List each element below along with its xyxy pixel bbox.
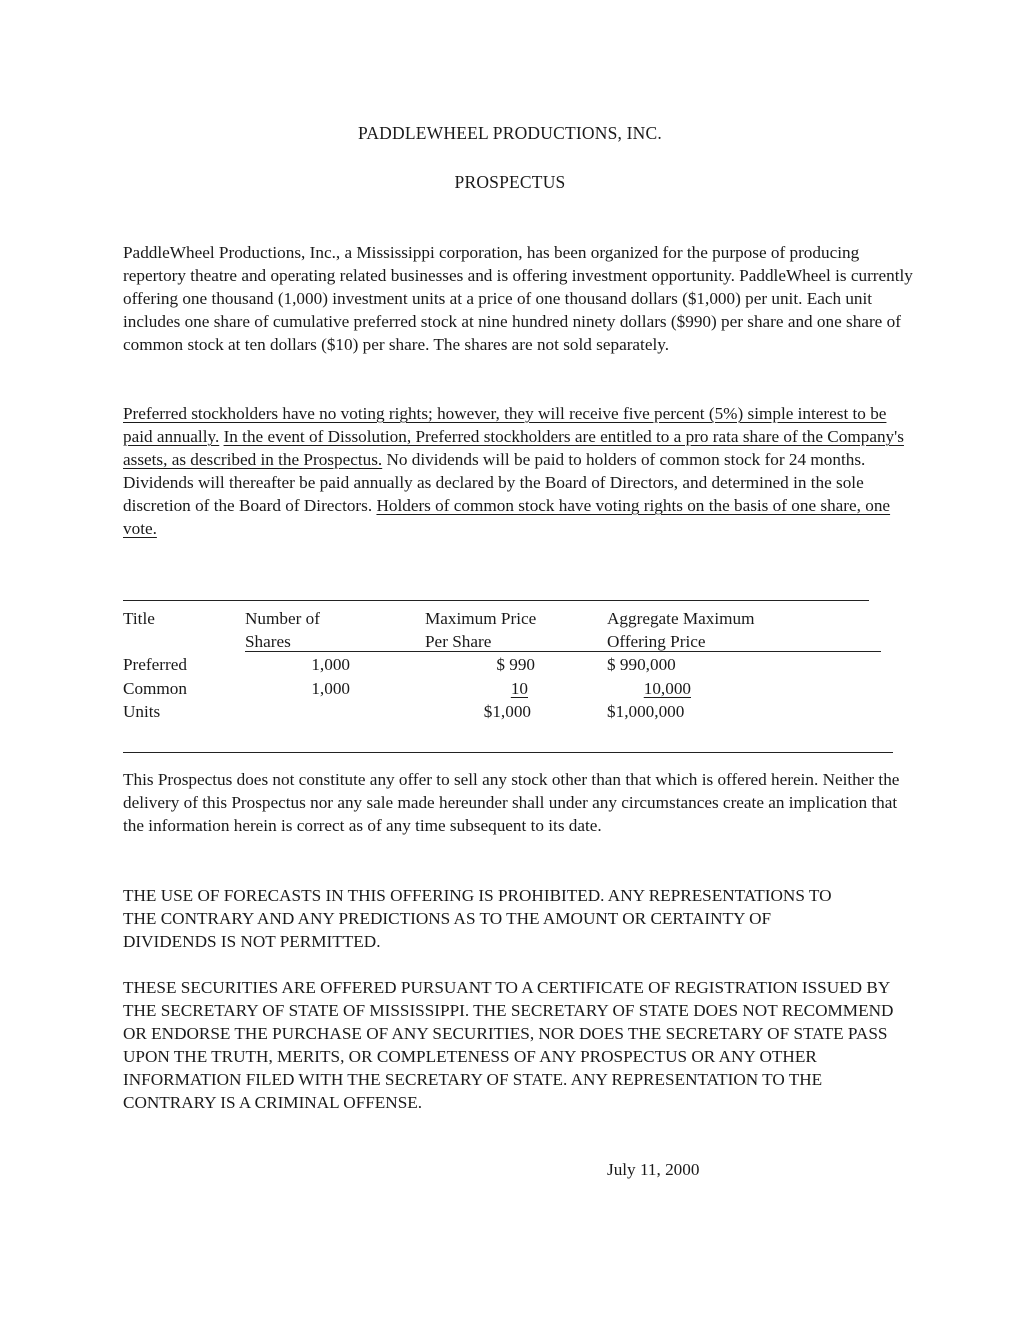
header-shares-line1: Number of (245, 609, 320, 628)
dissolution-clause: In the event of Dissolution, Preferred stockholders are entitled to a pro rata share of the Company's assets, as described in the Prospectus. (123, 427, 904, 469)
header-price-line1: Maximum Price (425, 609, 537, 628)
rights-paragraph (123, 402, 913, 540)
row-aggregate: 10,000 (643, 679, 691, 698)
header-shares-line2: Shares (245, 632, 291, 651)
registration-notice: THESE SECURITIES ARE OFFERED PURSUANT TO A CERTIFICATE OF REGISTRATION ISSUED BY THE SECRETARY OF STATE OF MISSISSIPPI. THE SECRETARY OF STATE DOES NOT RECOMMEND OR ENDORSE THE PURCHASE OF ANY SECURITIES, NOR DOES THE SECRETARY OF STATE PASS UPON THE TRUTH, MERITS, OR COMPLETENESS OF ANY PROSPECTUS OR ANY OTHER INFORMATION FILED WITH THE SECRETARY OF STATE. ANY REPRESENTATION TO THE CONTRARY IS A CRIMINAL OFFENSE. (123, 978, 894, 1112)
header-title: Title (123, 609, 155, 628)
row-price: 10 (510, 679, 528, 698)
row-price: $1,000 (483, 702, 531, 721)
table-top-rule (123, 600, 869, 601)
dividend-clause: No dividends will be paid to holders of common stock for 24 months. Dividends will thereafter be paid annually as declared by the Board of Directors, and determined in the sole discretion of the Board of Directors. (123, 450, 866, 515)
header-aggregate-line1: Aggregate Maximum (607, 609, 755, 628)
header-underline-rule (245, 651, 881, 652)
preferred-voting-clause: Preferred stockholders have no voting rights; however, they will receive five percent (5%) simple interest to be paid annually. (123, 404, 887, 446)
row-price: $ 990 (496, 655, 535, 674)
row-shares: 1,000 (311, 679, 350, 698)
header-price-line2: Per Share (425, 632, 492, 651)
company-heading: PADDLEWHEEL PRODUCTIONS, INC. (358, 123, 662, 143)
row-aggregate: $ 990,000 (607, 655, 676, 674)
row-title: Preferred (123, 655, 187, 674)
document-date: July 11, 2000 (607, 1160, 700, 1179)
header-aggregate-line2: Offering Price (607, 632, 706, 651)
document-title: PROSPECTUS (454, 172, 566, 192)
row-title: Units (123, 702, 161, 721)
row-shares: 1,000 (311, 655, 350, 674)
common-voting-clause: Holders of common stock have voting rights on the basis of one share, one vote. (123, 496, 891, 538)
forecast-notice: THE USE OF FORECASTS IN THIS OFFERING IS PROHIBITED. ANY REPRESENTATIONS TO THE CONTRARY AND ANY PREDICTIONS AS TO THE AMOUNT OR CERTAINTY OF DIVIDENDS IS NOT PERMITTED. (123, 886, 832, 951)
intro-paragraph: PaddleWheel Productions, Inc., a Mississippi corporation, has been organized for the purpose of producing repertory theatre and operating related businesses and is offering investment opportunity. PaddleWheel is currently offering one thousand (1,000) investment units at a price of one thousand dollars ($1,000) per unit. Each unit includes one share of cumulative preferred stock at nine hundred ninety dollars ($990) per share and one share of common stock at ten dollars ($10) per share. The shares are not sold separately. (123, 243, 913, 354)
disclaimer-paragraph: This Prospectus does not constitute any offer to sell any stock other than that which is offered herein. Neither the delivery of this Prospectus nor any sale made hereunder shall under any circumstances create an implication that the information herein is correct as of any time subsequent to its date. (123, 770, 900, 835)
row-title: Common (123, 679, 187, 698)
table-bottom-rule (123, 752, 893, 753)
row-aggregate: $1,000,000 (607, 702, 685, 721)
